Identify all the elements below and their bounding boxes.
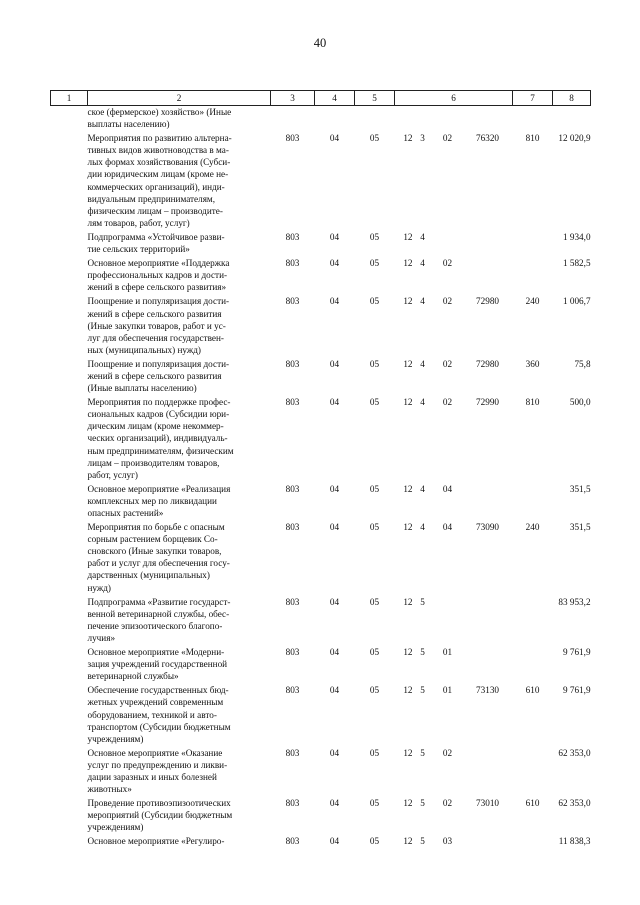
row-code-3: 803 bbox=[285, 798, 300, 809]
row-code-7: 810 bbox=[525, 397, 540, 408]
row-code-7: 610 bbox=[525, 798, 540, 809]
row-code-1 bbox=[51, 682, 88, 744]
row-amount: 351,5 bbox=[569, 483, 591, 494]
row-name bbox=[88, 682, 271, 744]
row-code-6-direction bbox=[463, 833, 513, 847]
row-code-6-measure bbox=[433, 229, 463, 255]
table-row bbox=[51, 293, 591, 355]
row-name bbox=[88, 293, 271, 355]
row-code-6-program: 12 bbox=[403, 747, 413, 758]
row-code-6-direction bbox=[463, 481, 513, 519]
col-header-3: 3 bbox=[271, 91, 315, 106]
row-code-6-program: 12 bbox=[403, 685, 413, 696]
row-code-6-direction: 72990 bbox=[476, 397, 499, 408]
row-code-4: 04 bbox=[329, 836, 340, 847]
row-code-5: 05 bbox=[369, 596, 380, 607]
row-name-text: Мероприятия по поддержке профес- сиональных кадров (Субсидии юри- дическим лицам (кроме некоммер- ческих организаций), индивидуаль- ным предпринимателям, физическим лицам – производителям товаров, работ, услуг) bbox=[87, 397, 234, 480]
row-code-3: 803 bbox=[285, 647, 300, 658]
row-code-5: 05 bbox=[369, 258, 380, 269]
row-code-4: 04 bbox=[329, 133, 340, 144]
row-code-5: 05 bbox=[369, 647, 380, 658]
row-code-1 bbox=[51, 833, 88, 847]
row-name-text: ское (фермерское) хозяйство» (Иные выплаты населению) bbox=[87, 107, 232, 130]
row-code-3: 803 bbox=[285, 522, 300, 533]
row-code-6-program: 12 bbox=[403, 798, 413, 809]
row-code-1 bbox=[51, 644, 88, 682]
row-code-5: 05 bbox=[369, 397, 380, 408]
row-code-6-subprogram: 4 bbox=[420, 522, 425, 533]
row-code-6-program: 12 bbox=[403, 258, 413, 269]
row-name bbox=[88, 106, 271, 131]
row-name-text: Обеспечение государственных бюд- жетных учреждений современным оборудованием, техникой и авто- транспортом (Субсидии бюджетным учреждениям) bbox=[87, 685, 231, 744]
row-code-4: 04 bbox=[329, 397, 340, 408]
row-code-6-measure: 04 bbox=[442, 522, 453, 533]
row-code-5: 05 bbox=[369, 483, 380, 494]
row-amount: 62 353,0 bbox=[558, 798, 591, 809]
row-name-text: Поощрение и популяризация дости- жений в сфере сельского развития (Иные закупки товаров, работ и ус- луг для обеспечения государствен- ных (муниципальных) нужд) bbox=[87, 296, 230, 355]
row-code-7 bbox=[513, 106, 553, 131]
row-code-7 bbox=[513, 745, 553, 795]
row-code-6-program: 12 bbox=[403, 133, 413, 144]
table-row bbox=[51, 795, 591, 833]
row-amount: 11 838,3 bbox=[558, 836, 591, 847]
row-code-5: 05 bbox=[369, 231, 380, 242]
table-body bbox=[51, 106, 591, 848]
row-amount: 75,8 bbox=[574, 358, 591, 369]
row-code-6-subprogram: 3 bbox=[420, 133, 425, 144]
row-code-1 bbox=[51, 481, 88, 519]
table-row bbox=[51, 356, 591, 394]
row-code-6-subprogram: 4 bbox=[420, 483, 425, 494]
row-code-7: 240 bbox=[525, 522, 540, 533]
row-name-text: Подпрограмма «Развитие государст- венной ветеринарной службы, обес- печение эпизоотического благопо- лучия» bbox=[87, 596, 231, 643]
row-code-6-direction bbox=[463, 255, 513, 293]
table-row bbox=[51, 594, 591, 644]
table-row bbox=[51, 682, 591, 744]
row-code-4: 04 bbox=[329, 522, 340, 533]
row-code-4: 04 bbox=[329, 747, 340, 758]
row-code-1 bbox=[51, 106, 88, 131]
col-header-4: 4 bbox=[315, 91, 355, 106]
row-code-4 bbox=[315, 106, 355, 131]
row-code-7 bbox=[513, 644, 553, 682]
row-code-7 bbox=[513, 833, 553, 847]
row-code-3: 803 bbox=[285, 397, 300, 408]
row-name bbox=[88, 394, 271, 481]
row-code-6-subprogram: 5 bbox=[420, 798, 425, 809]
row-code-7: 360 bbox=[525, 358, 540, 369]
row-code-6-program: 12 bbox=[403, 522, 413, 533]
row-code-6-direction: 73090 bbox=[476, 522, 499, 533]
row-name-text: Основное мероприятие «Реализация комплексных мер по ликвидации опасных растений» bbox=[87, 483, 231, 518]
row-code-6-direction: 72980 bbox=[476, 358, 499, 369]
row-code-6-program: 12 bbox=[403, 647, 413, 658]
table-row bbox=[51, 519, 591, 594]
row-code-6-subprogram: 5 bbox=[420, 685, 425, 696]
row-code-6-measure: 02 bbox=[442, 258, 453, 269]
row-code-6-subprogram: 5 bbox=[420, 647, 425, 658]
row-code-6-subprogram: 4 bbox=[420, 258, 425, 269]
row-amount: 1 934,0 bbox=[562, 231, 591, 242]
row-code-4: 04 bbox=[329, 483, 340, 494]
table-row bbox=[51, 394, 591, 481]
row-code-6-subprogram: 4 bbox=[420, 296, 425, 307]
row-code-1 bbox=[51, 795, 88, 833]
row-code-6-program: 12 bbox=[403, 483, 413, 494]
row-code-6-subprogram: 4 bbox=[420, 231, 425, 242]
row-name bbox=[88, 481, 271, 519]
row-code-5: 05 bbox=[369, 836, 380, 847]
row-name bbox=[88, 356, 271, 394]
table-row bbox=[51, 106, 591, 131]
row-code-6-subprogram: 4 bbox=[420, 397, 425, 408]
row-name-text: Основное мероприятие «Модерни- зация учреждений государственной ветеринарной службы» bbox=[87, 647, 228, 682]
row-code-6-direction: 73010 bbox=[476, 798, 499, 809]
row-code-6-subprogram: 5 bbox=[420, 747, 425, 758]
row-code-6-subprogram bbox=[413, 106, 433, 131]
row-code-3: 803 bbox=[285, 685, 300, 696]
row-code-1 bbox=[51, 519, 88, 594]
row-code-6-program: 12 bbox=[403, 231, 413, 242]
row-amount: 62 353,0 bbox=[558, 747, 591, 758]
table-row bbox=[51, 481, 591, 519]
row-code-7: 240 bbox=[525, 296, 540, 307]
row-code-6-measure bbox=[433, 106, 463, 131]
row-name-text: Поощрение и популяризация дости- жений в сфере сельского развития (Иные выплаты населению) bbox=[87, 358, 230, 394]
row-code-6-measure: 02 bbox=[442, 358, 453, 369]
row-code-7 bbox=[513, 229, 553, 255]
col-header-5: 5 bbox=[355, 91, 395, 106]
row-code-4: 04 bbox=[329, 685, 340, 696]
table-row bbox=[51, 130, 591, 229]
row-name-text: Подпрограмма «Устойчивое разви- тие сельских территорий» bbox=[87, 231, 225, 255]
row-code-6-direction bbox=[463, 644, 513, 682]
row-name bbox=[88, 255, 271, 293]
row-code-6-program: 12 bbox=[403, 358, 413, 369]
row-name bbox=[88, 795, 271, 833]
row-code-3: 803 bbox=[285, 258, 300, 269]
row-code-3: 803 bbox=[285, 133, 300, 144]
row-code-4: 04 bbox=[329, 647, 340, 658]
col-header-1: 1 bbox=[51, 91, 88, 106]
row-amount: 9 761,9 bbox=[562, 647, 591, 658]
row-code-6-direction bbox=[463, 594, 513, 644]
row-code-6-measure: 02 bbox=[442, 798, 453, 809]
table-row bbox=[51, 255, 591, 293]
row-code-4: 04 bbox=[329, 596, 340, 607]
row-code-6-subprogram: 4 bbox=[420, 358, 425, 369]
row-code-6-subprogram: 5 bbox=[420, 836, 425, 847]
row-code-6-measure: 02 bbox=[442, 747, 453, 758]
row-name bbox=[88, 833, 271, 847]
row-code-6-measure: 02 bbox=[442, 296, 453, 307]
row-name bbox=[88, 594, 271, 644]
row-name bbox=[88, 229, 271, 255]
col-header-8: 8 bbox=[553, 91, 591, 106]
row-code-6-measure bbox=[433, 594, 463, 644]
row-code-3: 803 bbox=[285, 747, 300, 758]
row-code-3: 803 bbox=[285, 836, 300, 847]
row-amount bbox=[553, 106, 591, 131]
row-amount: 500,0 bbox=[569, 397, 591, 408]
row-code-4: 04 bbox=[329, 258, 340, 269]
row-code-5: 05 bbox=[369, 296, 380, 307]
row-name bbox=[88, 130, 271, 229]
row-code-4: 04 bbox=[329, 358, 340, 369]
row-amount: 351,5 bbox=[569, 522, 591, 533]
row-code-6-direction: 72980 bbox=[476, 296, 499, 307]
row-amount: 1 006,7 bbox=[562, 296, 591, 307]
row-code-6-measure: 03 bbox=[442, 836, 453, 847]
row-code-3: 803 bbox=[285, 296, 300, 307]
row-code-5: 05 bbox=[369, 358, 380, 369]
col-header-2: 2 bbox=[88, 91, 271, 106]
row-code-1 bbox=[51, 594, 88, 644]
row-code-5: 05 bbox=[369, 685, 380, 696]
row-code-6-direction bbox=[463, 745, 513, 795]
row-code-6-program: 12 bbox=[403, 836, 413, 847]
row-code-1 bbox=[51, 356, 88, 394]
table-row bbox=[51, 833, 591, 847]
row-code-1 bbox=[51, 745, 88, 795]
row-name bbox=[88, 745, 271, 795]
col-header-6: 6 bbox=[395, 91, 513, 106]
row-code-3: 803 bbox=[285, 231, 300, 242]
row-code-6-measure: 01 bbox=[442, 685, 453, 696]
row-code-7 bbox=[513, 481, 553, 519]
row-code-6-subprogram: 5 bbox=[420, 596, 425, 607]
row-code-6-program bbox=[395, 106, 413, 131]
row-code-6-program: 12 bbox=[403, 397, 413, 408]
row-amount: 12 020,9 bbox=[558, 133, 591, 144]
row-code-5: 05 bbox=[369, 747, 380, 758]
row-code-6-direction bbox=[463, 229, 513, 255]
row-code-7 bbox=[513, 255, 553, 293]
table-row bbox=[51, 229, 591, 255]
row-name-text: Проведение противоэпизоотических мероприятий (Субсидии бюджетным учреждениям) bbox=[87, 798, 233, 833]
row-code-7: 610 bbox=[525, 685, 540, 696]
row-code-6-direction: 76320 bbox=[476, 133, 499, 144]
row-name-text: Основное мероприятие «Поддержка профессиональных кадров и дости- жений в сфере сельского развития» bbox=[87, 258, 230, 293]
page-number: 40 bbox=[313, 36, 327, 50]
row-code-7: 810 bbox=[525, 133, 540, 144]
row-code-6-measure: 02 bbox=[442, 133, 453, 144]
row-amount: 9 761,9 bbox=[562, 685, 591, 696]
row-code-3: 803 bbox=[285, 358, 300, 369]
row-code-4: 04 bbox=[329, 798, 340, 809]
row-code-5 bbox=[355, 106, 395, 131]
row-name bbox=[88, 519, 271, 594]
row-amount: 1 582,5 bbox=[562, 258, 591, 269]
row-name bbox=[88, 644, 271, 682]
row-code-6-measure: 04 bbox=[442, 483, 453, 494]
header-row bbox=[51, 91, 591, 106]
row-code-6-program: 12 bbox=[403, 596, 413, 607]
row-code-6-direction: 73130 bbox=[476, 685, 499, 696]
budget-table bbox=[50, 90, 591, 848]
row-code-6-measure: 02 bbox=[442, 397, 453, 408]
row-code-5: 05 bbox=[369, 522, 380, 533]
row-code-1 bbox=[51, 229, 88, 255]
row-code-1 bbox=[51, 130, 88, 229]
row-code-7 bbox=[513, 594, 553, 644]
row-name-text: Основное мероприятие «Регулиро- bbox=[87, 836, 225, 847]
row-code-4: 04 bbox=[329, 296, 340, 307]
row-code-6-measure: 01 bbox=[442, 647, 453, 658]
col-header-7: 7 bbox=[513, 91, 553, 106]
table-row bbox=[51, 644, 591, 682]
row-name-text: Основное мероприятие «Оказание услуг по предупреждению и ликви- дации заразных и иных болезней животных» bbox=[87, 747, 228, 795]
row-code-1 bbox=[51, 394, 88, 481]
row-code-4: 04 bbox=[329, 231, 340, 242]
row-code-1 bbox=[51, 255, 88, 293]
row-code-5: 05 bbox=[369, 133, 380, 144]
row-code-6-direction bbox=[463, 106, 513, 131]
row-name-text: Мероприятия по развитию альтерна- тивных видов животноводства в ма- лых формах хозяйствования (Субси- дии юридическим лицам (кроме не- коммерческих организаций), инди- видуальным предпринимателям, физическим лицам – производите- лям товаров, работ, услуг) bbox=[87, 133, 232, 228]
row-amount: 83 953,2 bbox=[558, 596, 591, 607]
row-code-1 bbox=[51, 293, 88, 355]
table-row bbox=[51, 745, 591, 795]
row-name-text: Мероприятия по борьбе с опасным сорным растением борщевик Со- сновского (Иные закупки товаров, работ и услуг для обеспечения госу- дарственных (муниципальных) нужд) bbox=[87, 522, 230, 593]
row-code-3: 803 bbox=[285, 483, 300, 494]
row-code-3: 803 bbox=[285, 596, 300, 607]
row-code-5: 05 bbox=[369, 798, 380, 809]
row-code-6-program: 12 bbox=[403, 296, 413, 307]
row-code-3 bbox=[271, 106, 315, 131]
